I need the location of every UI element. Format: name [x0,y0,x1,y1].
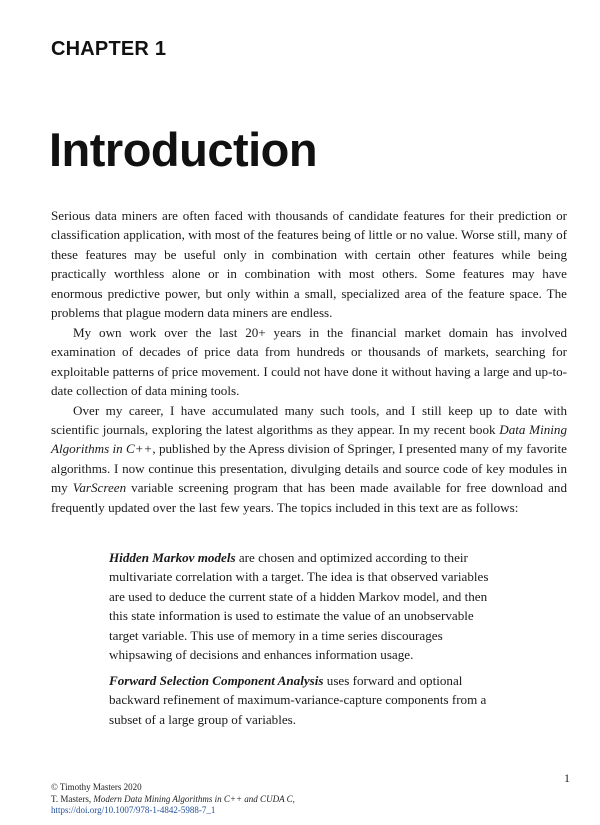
topic-term: Hidden Markov models [109,550,236,565]
copyright-line: © Timothy Masters 2020 [51,782,142,792]
chapter-label: CHAPTER 1 [51,38,167,60]
paragraph-1: Serious data miners are often faced with thousands of candidate features for their prediction or classification application, with most of the features being of little or no value. Worse still, many of these features may be useful only in combination with certain other features while being practically worthless alone or in combination with most others. Some features may have enormous predictive power, but only within a small, specialized area of the feature space. The problems that plague modern data miners are endless. [51,208,567,321]
topic-term: Forward Selection Component Analysis [109,672,324,688]
page-number: 1 [564,771,570,785]
paragraph-2: My own work over the last 20+ years in the financial market domain has involved examination of decades of price data from hundreds or thousands of markets, searching for exploitable patterns of price movement. I could not have done it without having a large and up-to-date collection of data mining tools. [51,324,567,399]
chapter-title: Introduction [49,123,318,176]
paragraph-3-text-b: , published by the Apress division of Springer, I presented many of my favorite algorithms. I now continue this presentation, divulging details and source code of key modules in my [51,441,567,496]
topic-item [109,548,502,665]
paragraph-3 [51,401,567,518]
doi-link[interactable]: https://doi.org/10.1007/978-1-4842-5988-7_1 [51,805,216,815]
citation-line [51,794,295,806]
paragraph-3-text-c: variable screening program that has been made available for free download and frequently updated over the last few years. The topics included in this text are as follows: [51,480,568,515]
body-text [51,206,567,517]
topic-description: uses forward and optional backward refinement of maximum-variance-capture components from a subset of a large group of variables. [109,672,487,727]
citation-prefix: T. Masters, [51,793,94,804]
program-name: VarScreen [72,480,127,496]
topics-list [109,548,502,735]
book-title: Data Mining Algorithms in C++ [51,421,567,457]
citation-title: Modern Data Mining Algorithms in C++ and CUDA C [93,793,293,804]
paragraph-3-text-a: Over my career, I have accumulated many such tools, and I still keep up to date with scientific journals, exploring the latest algorithms as they appear. In my recent book [51,402,567,437]
topic-description: are chosen and optimized according to their multivariate correlation with a target. The idea is that observed variables are used to deduce the current state of a hidden Markov model, and then this state information is used to estimate the value of an unobservable target variable. This use of memory in a time series discourages whipsawing of decisions and enhances information usage. [109,550,489,663]
footer [51,782,295,817]
topic-item [109,671,502,729]
citation-suffix: , [292,793,295,804]
